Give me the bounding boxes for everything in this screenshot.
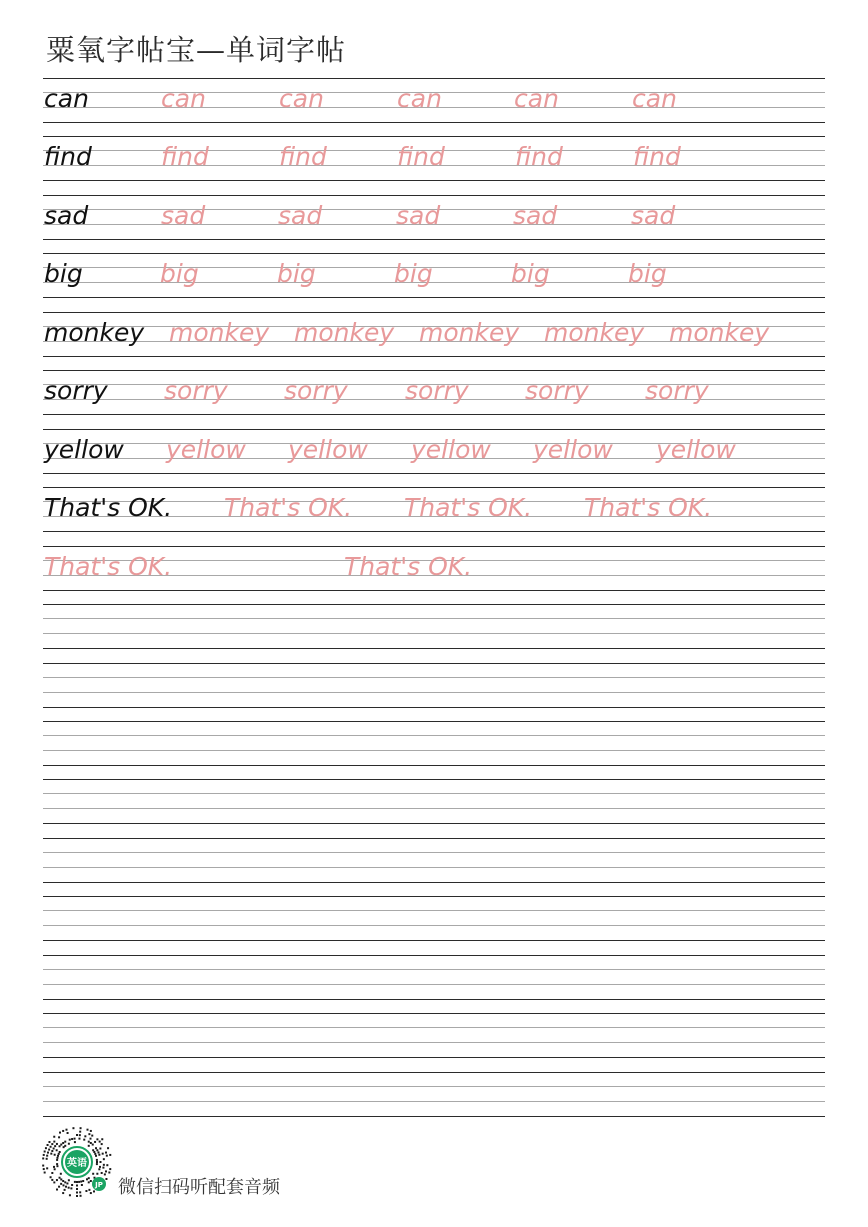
guide-line	[43, 604, 825, 605]
guide-line	[43, 984, 825, 985]
guide-line	[43, 793, 825, 794]
guide-line	[43, 882, 825, 883]
guide-line	[43, 78, 825, 79]
trace-word: yellow	[288, 435, 368, 464]
trace-word: monkey	[169, 318, 270, 347]
trace-word: big	[511, 259, 550, 288]
guide-line	[43, 1057, 825, 1058]
guide-line	[43, 590, 825, 591]
trace-word: That's OK.	[224, 493, 353, 522]
guide-line	[43, 487, 825, 488]
guide-line	[43, 969, 825, 970]
trace-word: find	[279, 142, 327, 171]
guide-line	[43, 707, 825, 708]
guide-line	[43, 312, 825, 313]
trace-word: sad	[161, 201, 206, 230]
footer-caption: 微信扫码听配套音频	[118, 1177, 280, 1198]
guide-line	[43, 356, 825, 357]
guide-line	[43, 838, 825, 839]
guide-line	[43, 136, 825, 137]
guide-line	[43, 1042, 825, 1043]
trace-word: That's OK.	[344, 552, 473, 581]
guide-line	[43, 692, 825, 693]
trace-word: yellow	[411, 435, 491, 464]
trace-word: sad	[278, 201, 323, 230]
guide-line	[43, 648, 825, 649]
qr-badge-label: 英语	[67, 1158, 87, 1169]
trace-word: big	[628, 259, 667, 288]
guide-line	[43, 253, 825, 254]
trace-word: yellow	[166, 435, 246, 464]
trace-word: yellow	[533, 435, 613, 464]
trace-word: sad	[396, 201, 441, 230]
guide-line	[43, 940, 825, 941]
trace-word: monkey	[544, 318, 645, 347]
guide-line	[43, 1027, 825, 1028]
model-word: big	[44, 259, 83, 288]
guide-line	[43, 808, 825, 809]
guide-line	[43, 955, 825, 956]
trace-word: can	[514, 84, 559, 113]
guide-line	[43, 721, 825, 722]
guide-line	[43, 910, 825, 911]
trace-word: monkey	[419, 318, 520, 347]
trace-word: find	[515, 142, 563, 171]
guide-line	[43, 1086, 825, 1087]
trace-word: big	[160, 259, 199, 288]
guide-line	[43, 1116, 825, 1117]
guide-line	[43, 546, 825, 547]
qr-small-badge-label: JP	[95, 1181, 103, 1189]
trace-word: That's OK.	[44, 552, 173, 581]
qr-code-icon[interactable]	[41, 1126, 113, 1198]
trace-word: can	[279, 84, 324, 113]
guide-line	[43, 1101, 825, 1102]
trace-word: sorry	[284, 376, 348, 405]
guide-line	[43, 765, 825, 766]
guide-line	[43, 473, 825, 474]
page-title: 粟氧字帖宝—单词字帖	[46, 33, 347, 67]
guide-line	[43, 925, 825, 926]
guide-line	[43, 122, 825, 123]
guide-line	[43, 823, 825, 824]
guide-line	[43, 735, 825, 736]
trace-word: yellow	[656, 435, 736, 464]
trace-word: sad	[631, 201, 676, 230]
guide-line	[43, 896, 825, 897]
guide-line	[43, 999, 825, 1000]
trace-word: big	[277, 259, 316, 288]
guide-line	[43, 531, 825, 532]
guide-line	[43, 429, 825, 430]
model-word: sad	[44, 201, 89, 230]
guide-line	[43, 297, 825, 298]
model-word: can	[44, 84, 89, 113]
guide-line	[43, 239, 825, 240]
trace-word: can	[161, 84, 206, 113]
trace-word: sorry	[164, 376, 228, 405]
guide-line	[43, 1072, 825, 1073]
guide-line	[43, 663, 825, 664]
guide-line	[43, 180, 825, 181]
guide-line	[43, 852, 825, 853]
guide-line	[43, 1013, 825, 1014]
guide-line	[43, 414, 825, 415]
trace-word: sorry	[645, 376, 709, 405]
trace-word: can	[397, 84, 442, 113]
trace-word: That's OK.	[584, 493, 713, 522]
model-word: monkey	[44, 318, 145, 347]
trace-word: sad	[513, 201, 558, 230]
guide-line	[43, 195, 825, 196]
trace-word: sorry	[405, 376, 469, 405]
guide-line	[43, 750, 825, 751]
trace-word: monkey	[669, 318, 770, 347]
model-word: sorry	[44, 376, 108, 405]
model-word: That's OK.	[44, 493, 173, 522]
trace-word: sorry	[525, 376, 589, 405]
guide-line	[43, 618, 825, 619]
trace-word: big	[394, 259, 433, 288]
guide-line	[43, 633, 825, 634]
guide-line	[43, 779, 825, 780]
model-word: find	[44, 142, 92, 171]
guide-line	[43, 677, 825, 678]
trace-word: find	[397, 142, 445, 171]
guide-line	[43, 370, 825, 371]
model-word: yellow	[44, 435, 124, 464]
trace-word: That's OK.	[404, 493, 533, 522]
trace-word: can	[632, 84, 677, 113]
trace-word: monkey	[294, 318, 395, 347]
trace-word: find	[633, 142, 681, 171]
trace-word: find	[161, 142, 209, 171]
guide-line	[43, 867, 825, 868]
